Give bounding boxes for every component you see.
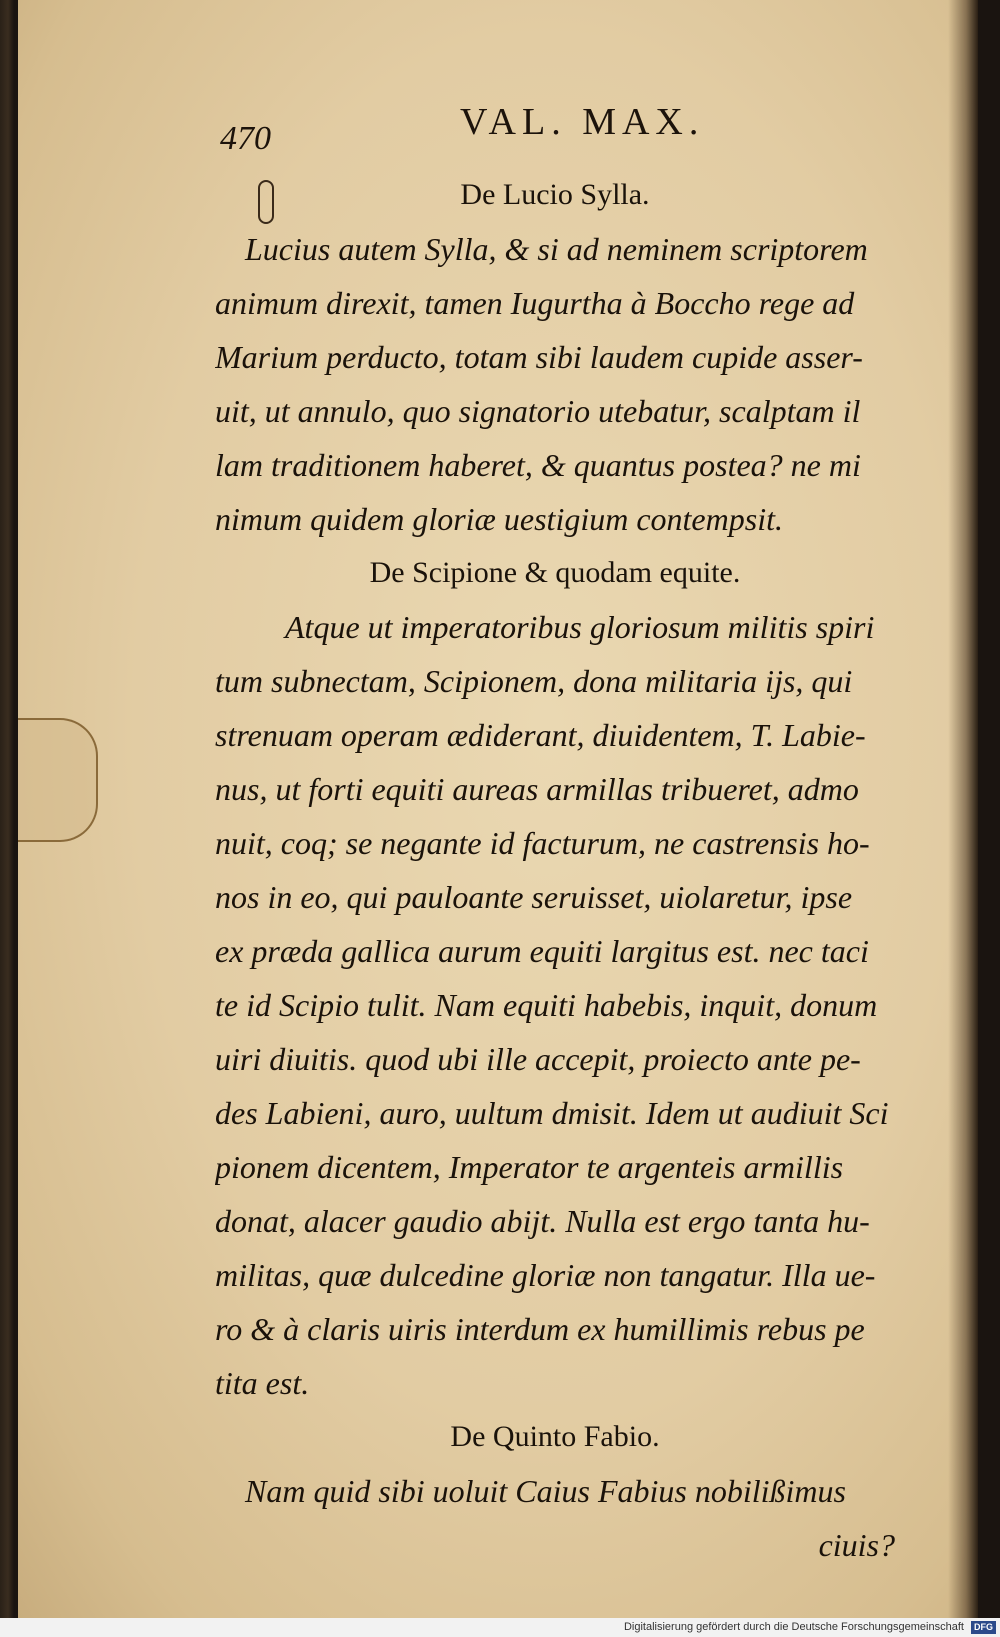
text-line: des Labieni, auro, uultum dmisit. Idem ut audiuit Sci xyxy=(215,1095,889,1131)
text-line: Lucius autem Sylla, & si ad neminem scriptorem xyxy=(245,231,868,267)
text-line: strenuam operam ædiderant, diuidentem, T. Labie- xyxy=(215,717,866,753)
section-heading: De Scipione & quodam equite. xyxy=(369,556,741,589)
text-line: nos in eo, qui pauloante seruisset, uiolaretur, ipse xyxy=(215,879,853,915)
dfg-logo: DFG xyxy=(971,1621,996,1634)
catchword: ciuis? xyxy=(818,1527,895,1563)
credit-text: Digitalisierung gefördert durch die Deutsche Forschungsgemeinschaft xyxy=(623,1621,964,1633)
text-line: ex præda gallica aurum equiti largitus est. nec taci xyxy=(215,933,869,969)
section-heading: De Lucio Sylla. xyxy=(460,178,650,211)
page-number: 470 xyxy=(220,120,271,157)
text-line: tita est. xyxy=(215,1365,310,1401)
page-header xyxy=(220,100,900,157)
text-line: nus, ut forti equiti aureas armillas tribueret, admo xyxy=(215,771,859,807)
text-line: pionem dicentem, Imperator te argenteis armillis xyxy=(215,1149,844,1185)
text-line: Marium perducto, totam sibi laudem cupide asser- xyxy=(215,339,863,375)
text-line: Atque ut imperatoribus gloriosum militis spiri xyxy=(285,609,875,645)
text-line: animum direxit, tamen Iugurtha à Boccho rege ad xyxy=(215,285,855,321)
text-line: donat, alacer gaudio abijt. Nulla est ergo tanta hu- xyxy=(215,1203,870,1239)
page-gutter-shadow xyxy=(948,0,978,1618)
text-line: uit, ut annulo, quo signatorio utebatur, scalptam il xyxy=(215,393,861,429)
bookmark-tab xyxy=(18,718,98,842)
running-head: VAL. MAX. xyxy=(460,101,705,143)
section-heading: De Quinto Fabio. xyxy=(450,1420,660,1453)
text-line: te id Scipio tulit. Nam equiti habebis, inquit, donum xyxy=(215,987,878,1023)
text-line: militas, quæ dulcedine gloriæ non tangatur. Illa ue- xyxy=(215,1257,876,1293)
text-line: uiri diuitis. quod ubi ille accepit, proiecto ante pe- xyxy=(215,1041,861,1077)
text-line: ro & à claris uiris interdum ex humillimis rebus pe xyxy=(215,1311,865,1347)
digitization-credit xyxy=(0,1618,1000,1637)
text-line: lam traditionem haberet, & quantus postea? ne mi xyxy=(215,447,861,483)
text-line: Nam quid sibi uoluit Caius Fabius nobilißimus xyxy=(245,1473,846,1509)
text-line: nuit, coq; se negante id facturum, ne castrensis ho- xyxy=(215,825,870,861)
page-text xyxy=(215,168,895,1572)
text-line: tum subnectam, Scipionem, dona militaria ijs, qui xyxy=(215,663,853,699)
text-line: nimum quidem gloriæ uestigium contempsit. xyxy=(215,501,783,537)
